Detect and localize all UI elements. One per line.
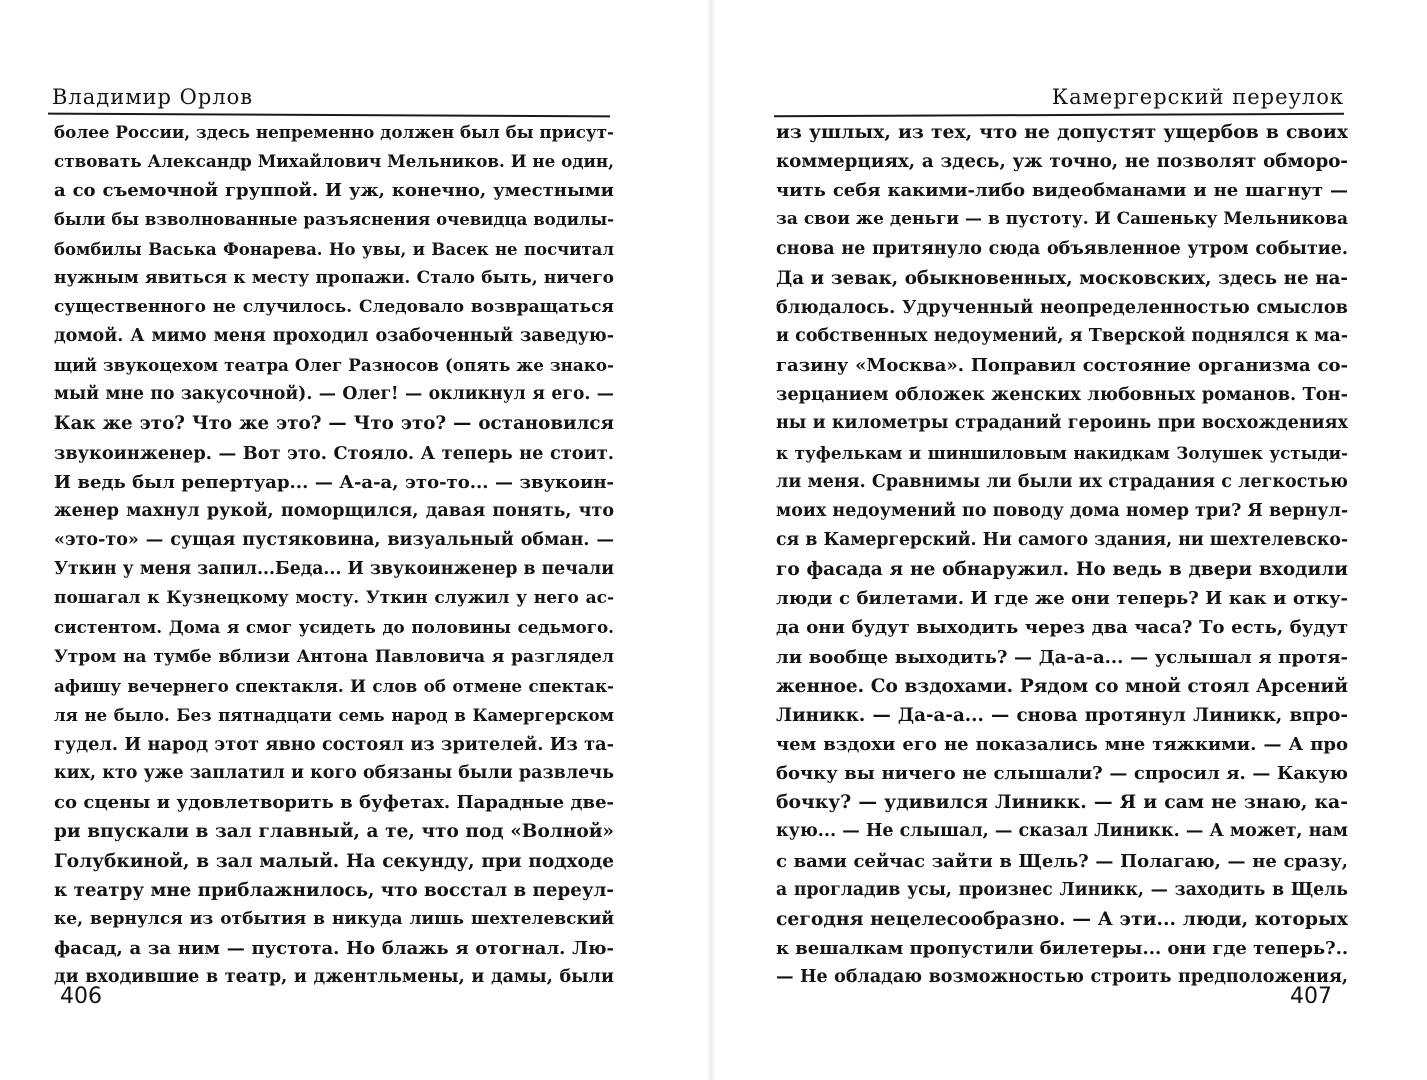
text-line: были бы взволнованные разъяснения очевидца водилы-: [54, 210, 614, 230]
text-line: Голубкиной, в зал малый. На секунду, при подходе: [54, 850, 614, 872]
text-line: ли вообще выходить? — Да-а-а... — услышал я протя-: [776, 646, 1348, 668]
text-line: Да и зевак, обыкновенных, московских, здесь не на-: [776, 267, 1348, 289]
text-line: щий звукоцехом театра Олег Разносов (опять же знако-: [54, 355, 614, 376]
running-head-title: Камергерский переулок: [1051, 85, 1344, 109]
text-line: блюдалось. Удрученный неопределенностью смыслов: [776, 296, 1348, 318]
text-line: а прогладив усы, произнес Линикк, — заходить в Щель: [776, 879, 1348, 900]
text-line: зерцанием обложек женских любовных романов. Тон-: [776, 384, 1348, 406]
text-line: афишу вечернего спектакля. И слов об отмене спектак-: [54, 675, 614, 696]
text-line: фасад, а за ним — пустота. Но блажь я отогнал. Лю-: [54, 937, 614, 959]
text-line: бочку вы ничего не слышали? — спросил я. — Какую: [776, 763, 1348, 785]
text-line: чем вздохи его не показались мне тяжкими. — А про: [776, 733, 1348, 755]
text-line: и собственных недоумений, я Тверской поднялся к ма-: [776, 325, 1348, 346]
body-text: [776, 118, 1348, 992]
text-line: ствовать Александр Михайлович Мельников. И не один,: [54, 151, 614, 172]
text-line: ли меня. Сравнимы ли были их страдания с легкостью: [776, 471, 1348, 492]
text-line: женное. Со вздохами. Рядом со мной стоял Арсений: [776, 675, 1348, 697]
text-line: со сцены и удовлетворить в буфетах. Парадные две-: [54, 792, 614, 814]
text-line: газину «Москва». Поправил состояние организма со-: [776, 355, 1348, 377]
text-line: систентом. Дома я смог усидеть до половины седьмого.: [54, 617, 614, 638]
text-line: «это-то» — сущая пустяковина, визуальный обман. —: [54, 529, 614, 550]
page-number: 407: [1290, 984, 1332, 1009]
text-line: И ведь был репертуар... — А-а-а, это-то... — звукоин-: [54, 471, 614, 493]
text-line: из ушлых, из тех, что не допустят ущербов в своих: [776, 121, 1348, 143]
text-line: ке, вернулся из отбытия в никуда лишь шехтелевский: [54, 908, 614, 929]
text-line: домой. А мимо меня проходил озабоченный заведую-: [54, 325, 614, 346]
text-line: бочку? — удивился Линикк. — Я и сам не знаю, ка-: [776, 791, 1348, 814]
text-line: ны и километры страданий героинь при восхождениях: [776, 413, 1348, 434]
text-line: гудел. И народ этот явно состоял из зрителей. Из та-: [54, 733, 614, 755]
text-line: ди входившие в театр, и джентльмены, и дамы, были: [54, 967, 614, 988]
text-line: к театру мне приблажнилось, что восстал в переул-: [54, 879, 614, 901]
text-line: а со съемочной группой. И уж, конечно, уместными: [54, 180, 614, 202]
text-line: ких, кто уже заплатил и кого обязаны были развлечь: [54, 763, 614, 784]
text-line: люди с билетами. И где же они теперь? И как и отку-: [776, 588, 1348, 610]
text-line: звукоинженер. — Вот это. Стояло. А теперь не стоит.: [54, 442, 614, 464]
text-line: Уткин у меня запил...Беда... И звукоинженер в печали: [54, 559, 614, 580]
text-line: Линикк. — Да-а-а... — снова протянул Линикк, впро-: [776, 704, 1348, 726]
body-text: [54, 118, 614, 992]
text-line: ля не было. Без пятнадцати семь народ в Камергерском: [54, 705, 614, 725]
text-line: го фасада я не обнаружил. Но ведь в двери входили: [776, 559, 1348, 581]
text-line: женер махнул рукой, поморщился, давая понять, что: [54, 500, 614, 521]
text-line: — Не обладаю возможностью строить предположения,: [776, 967, 1348, 988]
text-line: ри впускали в зал главный, а те, что под «Волной»: [54, 821, 614, 843]
right-page: [716, 0, 1427, 1080]
text-line: к туфелькам и шиншиловым накидкам Золушек устыди-: [776, 442, 1348, 463]
text-line: Как же это? Что же это? — Что это? — остановился: [54, 413, 614, 435]
text-line: Утром на тумбе вблизи Антона Павловича я разглядел: [54, 646, 614, 667]
text-line: более России, здесь непременно должен был бы присут-: [54, 122, 614, 142]
header-rule: [48, 113, 610, 118]
text-line: чить себя какими-либо видеобманами и не шагнут —: [776, 180, 1348, 202]
text-line: моих недоумений по поводу дома номер три? Я вернул-: [776, 500, 1348, 521]
header-rule: [774, 113, 1344, 117]
text-line: за свои же деньги — в пустоту. И Сашеньку Мельникова: [776, 209, 1348, 230]
text-line: с вами сейчас зайти в Щель? — Полагаю, — не сразу,: [776, 850, 1348, 872]
text-line: существенного не случилось. Следовало возвращаться: [54, 296, 614, 317]
book-gutter: [706, 0, 716, 1080]
text-line: нужным явиться к месту пропажи. Стало быть, ничего: [54, 267, 614, 288]
page-number: 406: [60, 984, 102, 1009]
text-line: сегодня нецелесообразно. — А эти... люди, которых: [776, 907, 1348, 930]
left-page: [0, 0, 706, 1080]
running-head-author: Владимир Орлов: [52, 85, 254, 109]
text-line: да они будут выходить через два часа? То есть, будут: [776, 617, 1348, 639]
text-line: бомбилы Васька Фонарева. Но увы, и Васек не посчитал: [54, 239, 614, 259]
text-line: ся в Камергерский. Ни самого здания, ни шехтелевско-: [776, 529, 1348, 550]
text-line: снова не притянуло сюда объявленное утром событие.: [776, 238, 1348, 259]
text-line: коммерциях, а здесь, уж точно, не позволят обморо-: [776, 151, 1348, 173]
text-line: пошагал к Кузнецкому мосту. Уткин служил у него ас-: [54, 588, 614, 609]
text-line: мый мне по закусочной). — Олег! — окликнул я его. —: [54, 384, 614, 405]
text-line: кую... — Не слышал, — сказал Линикк. — А может, нам: [776, 821, 1348, 842]
text-line: к вешалкам пропустили билетеры... они где теперь?..: [776, 937, 1348, 959]
